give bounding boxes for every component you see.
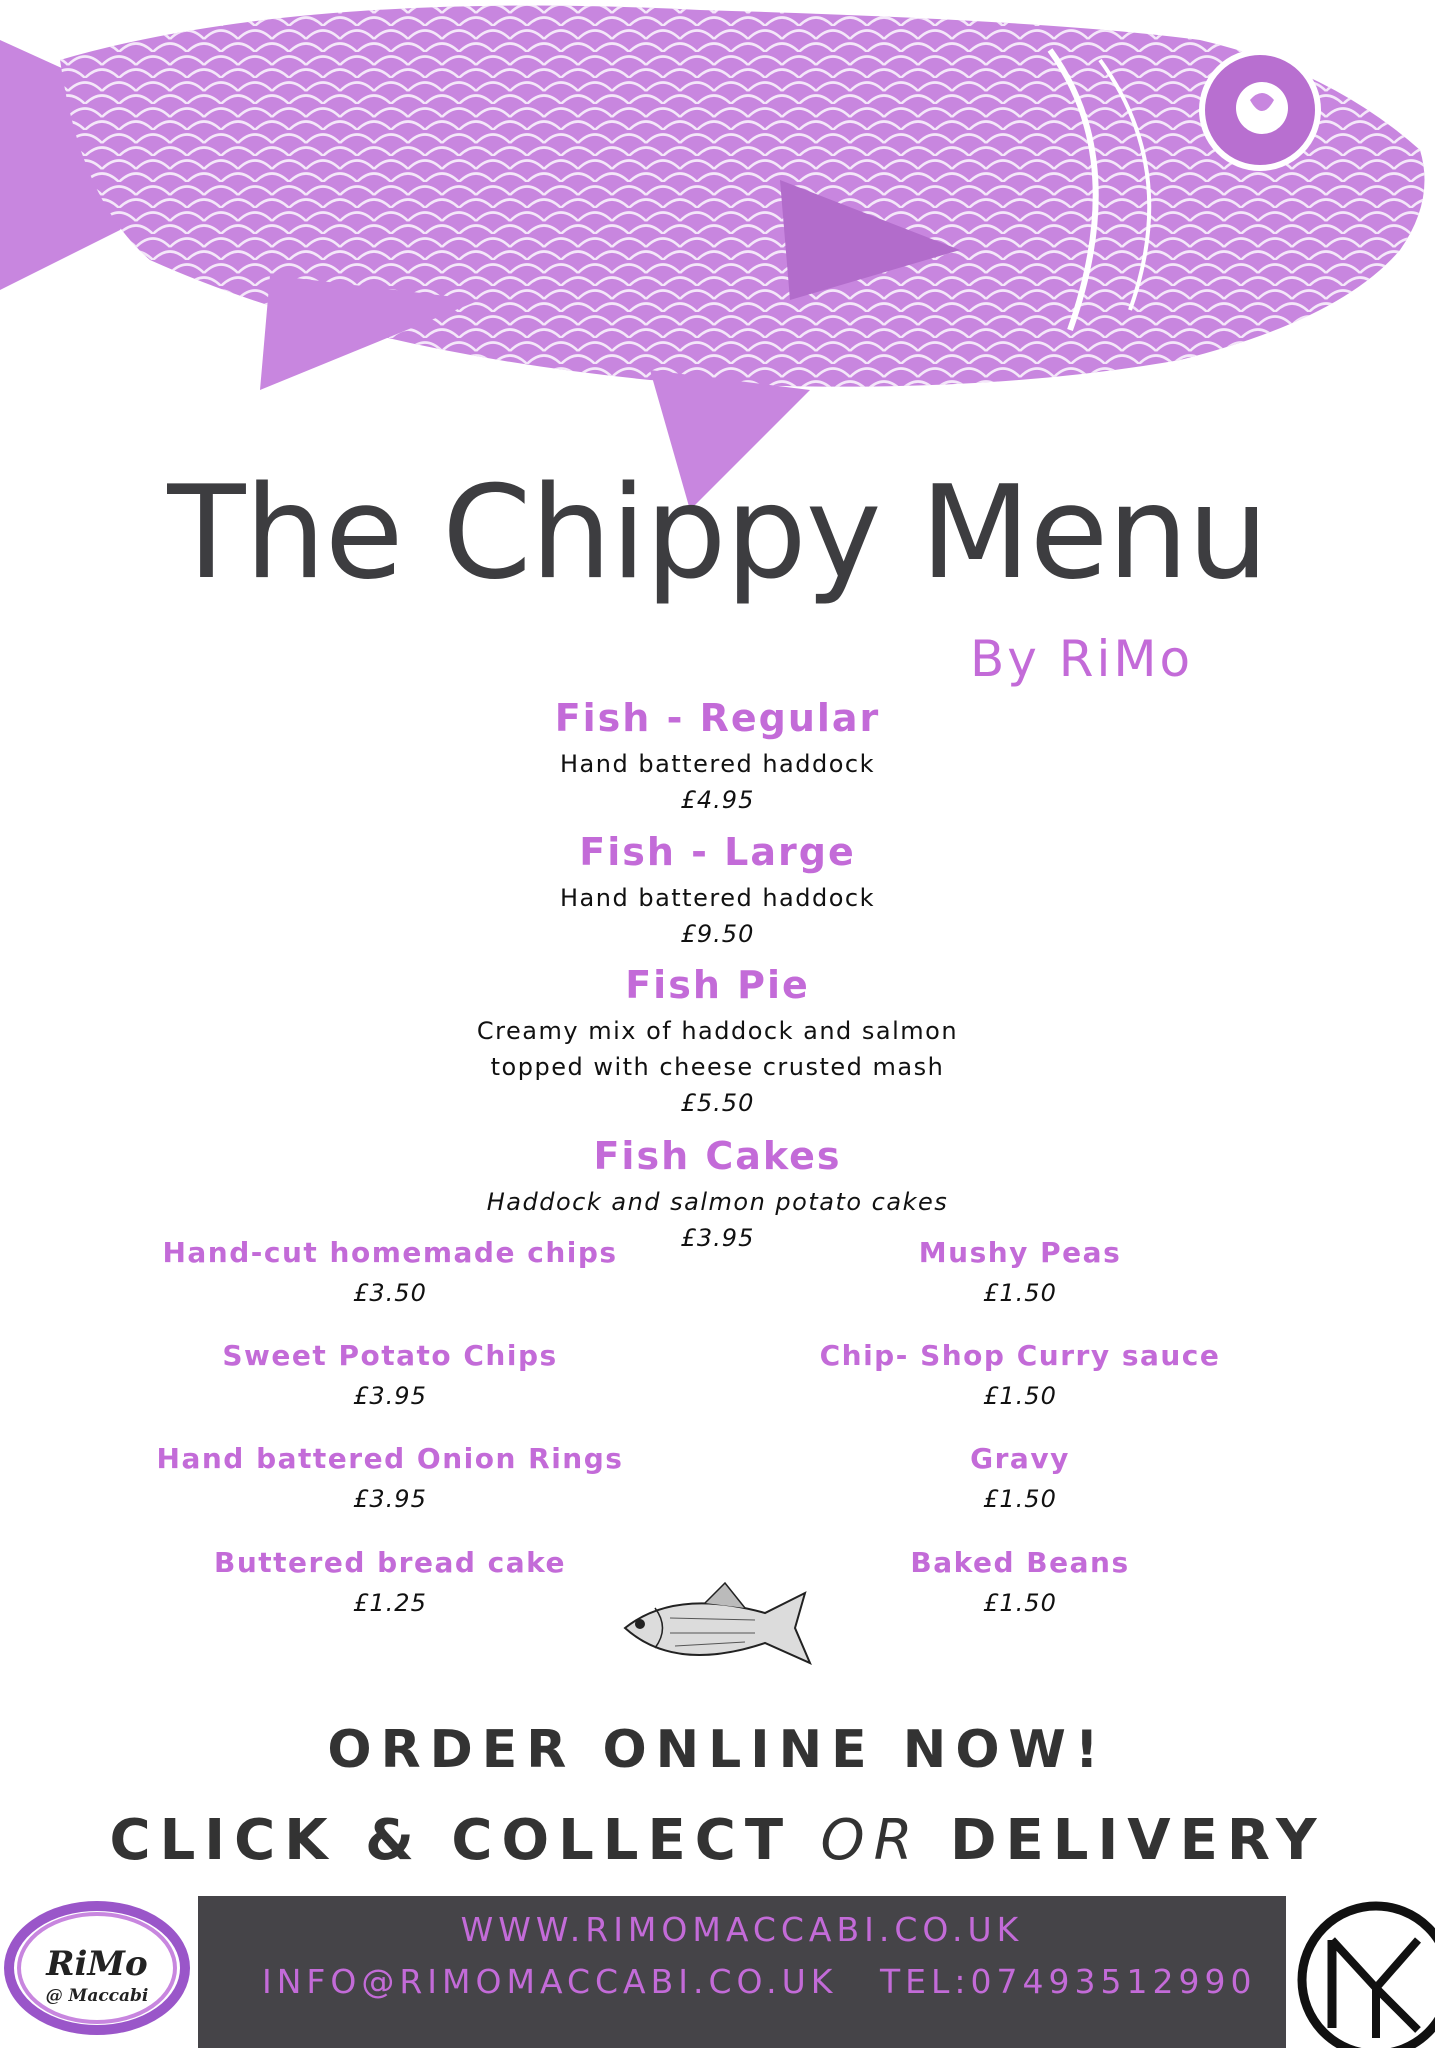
side-name: Hand battered Onion Rings	[156, 1442, 624, 1475]
side-price: £1.50	[983, 1382, 1057, 1410]
rimo-logo-subtext: @ Maccabi	[45, 1986, 149, 2006]
side-price: £3.95	[353, 1485, 427, 1513]
side-item-gravy	[770, 1442, 1270, 1513]
click-collect-text: CLICK & COLLECT	[109, 1808, 793, 1873]
side-item-bread-cake	[130, 1546, 650, 1617]
item-name: Fish Cakes	[593, 1134, 842, 1178]
fish-illustration	[0, 0, 1435, 520]
side-name: Chip- Shop Curry sauce	[819, 1339, 1221, 1372]
menu-item-fish-regular	[0, 696, 1435, 814]
rimo-logo-text: RiMo	[46, 1944, 148, 1984]
side-name: Hand-cut homemade chips	[162, 1236, 618, 1269]
side-item-curry-sauce	[770, 1339, 1270, 1410]
rimo-logo	[2, 1898, 192, 2048]
maccabi-logo-icon	[1288, 1898, 1435, 2048]
side-item-chips	[130, 1236, 650, 1307]
side-price: £3.50	[353, 1279, 427, 1307]
website-link[interactable]: WWW.RIMOMACCABI.CO.UK	[460, 1910, 1024, 1949]
menu-item-fish-large	[0, 830, 1435, 948]
delivery-text: DELIVERY	[950, 1808, 1326, 1873]
side-name: Baked Beans	[910, 1546, 1130, 1579]
side-name: Buttered bread cake	[213, 1546, 566, 1579]
byline: By RiMo	[970, 630, 1194, 688]
side-price: £3.95	[353, 1382, 427, 1410]
side-name: Sweet Potato Chips	[222, 1339, 558, 1372]
side-item-mushy-peas	[770, 1236, 1270, 1307]
or-text: OR	[820, 1808, 922, 1873]
item-price: £9.50	[680, 920, 755, 948]
item-description: Hand battered haddock	[560, 750, 875, 778]
item-name: Fish - Large	[579, 830, 856, 874]
side-item-sweet-potato-chips	[130, 1339, 650, 1410]
collect-delivery-heading	[0, 1808, 1435, 1873]
order-online-heading: ORDER ONLINE NOW!	[327, 1720, 1108, 1780]
menu-title: The Chippy Menu	[167, 459, 1268, 608]
phone-link[interactable]: TEL:07493512990	[880, 1962, 1257, 2001]
item-price: £4.95	[680, 786, 755, 814]
menu-item-fish-cakes	[0, 1134, 1435, 1252]
item-description: Haddock and salmon potato cakes	[486, 1188, 949, 1216]
item-price: £5.50	[680, 1089, 755, 1117]
side-name: Gravy	[970, 1442, 1070, 1475]
item-description: Hand battered haddock	[560, 884, 875, 912]
menu-item-fish-pie	[0, 963, 1435, 1117]
item-name: Fish Pie	[625, 963, 810, 1007]
side-item-baked-beans	[770, 1546, 1270, 1617]
side-item-onion-rings	[130, 1442, 650, 1513]
side-price: £1.25	[353, 1589, 427, 1617]
email-link[interactable]: INFO@RIMOMACCABI.CO.UK	[262, 1962, 838, 2001]
small-fish-icon	[615, 1578, 815, 1678]
side-name: Mushy Peas	[918, 1236, 1122, 1269]
item-description-line2: topped with cheese crusted mash	[490, 1053, 945, 1081]
side-price: £1.50	[983, 1589, 1057, 1617]
item-price: £3.95	[680, 1224, 755, 1252]
side-price: £1.50	[983, 1485, 1057, 1513]
item-description: Creamy mix of haddock and salmon	[476, 1017, 959, 1045]
side-price: £1.50	[983, 1279, 1057, 1307]
item-name: Fish - Regular	[554, 696, 881, 740]
